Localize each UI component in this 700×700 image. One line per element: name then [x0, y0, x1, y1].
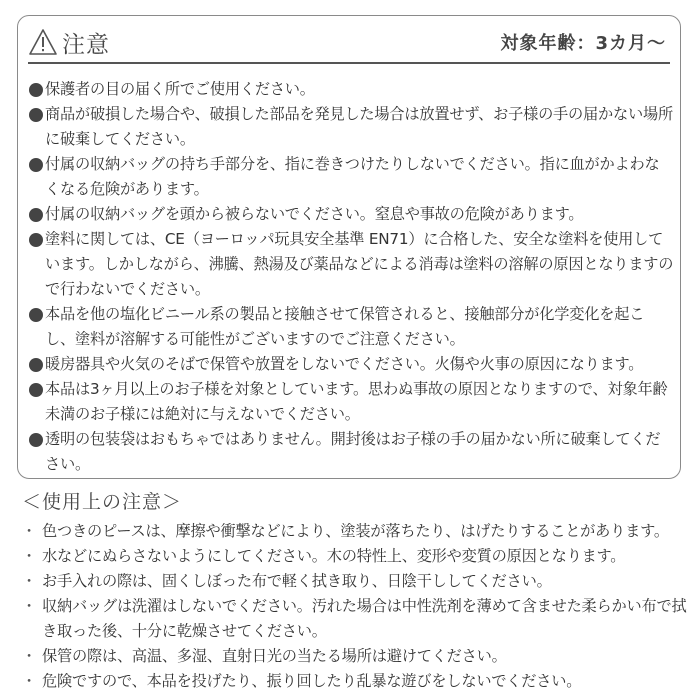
middle-dot-icon: ・	[21, 647, 37, 665]
target-age-label: 対象年齢：3カ月〜	[500, 33, 666, 54]
usage-list	[20, 519, 690, 694]
caution-title	[28, 24, 110, 60]
middle-dot-icon: ・	[21, 672, 37, 690]
caution-item: 保護者の目の届く所でご使用ください。	[29, 77, 674, 102]
middle-dot-icon: ・	[21, 522, 37, 540]
usage-section-title: ＜使用上の注意＞	[22, 491, 183, 513]
middle-dot-icon: ・	[21, 572, 37, 590]
bullet-dot-icon	[29, 208, 43, 222]
bullet-dot-icon	[29, 158, 43, 172]
bullet-dot-icon	[29, 108, 43, 122]
bullet-dot-icon	[29, 433, 43, 447]
usage-item: ・ お手入れの際は、固くしぼった布で軽く拭き取り、日陰干ししてください。	[20, 569, 690, 594]
bullet-dot-icon	[29, 83, 43, 97]
usage-item: ・ 危険ですので、本品を投げたり、振り回したり乱暴な遊びをしないでください。	[20, 669, 690, 694]
bullet-dot-icon	[29, 358, 43, 372]
bullet-dot-icon	[29, 383, 43, 397]
caution-item: 商品が破損した場合や、破損した部品を発見した場合は放置せず、お子様の手の届かない場所に破棄してください。	[29, 102, 674, 152]
usage-item: ・ 水などにぬらさないようにしてください。木の特性上、変形や変質の原因となります。	[20, 544, 690, 569]
caution-item: 付属の収納バッグの持ち手部分を、指に巻きつけたりしないでください。指に血がかよわなくなる危険があります。	[29, 152, 674, 202]
caution-item: 本品は3ヶ月以上のお子様を対象としています。思わぬ事故の原因となりますので、対象年齢未満のお子様には絶対に与えないでください。	[29, 377, 674, 427]
caution-item: 暖房器具や火気のそばで保管や放置をしないでください。火傷や火事の原因になります。	[29, 352, 674, 377]
usage-item: ・ 収納バッグは洗濯はしないでください。汚れた場合は中性洗剤を薄めて含ませた柔らかい布で拭き取った後、十分に乾燥させてください。	[20, 594, 690, 644]
bullet-dot-icon	[29, 308, 43, 322]
caution-item: 付属の収納バッグを頭から被らないでください。窒息や事故の危険があります。	[29, 202, 674, 227]
caution-title-text: 注意	[62, 31, 110, 58]
usage-item: ・ 保管の際は、高温、多湿、直射日光の当たる場所は避けてください。	[20, 644, 690, 669]
middle-dot-icon: ・	[21, 597, 37, 615]
caution-item: 塗料に関しては、CE（ヨーロッパ玩具安全基準 EN71）に合格した、安全な塗料を使用しています。しかしながら、沸騰、熱湯及び薬品などによる消毒は塗料の溶解の原因となりますので行わないでください。	[29, 227, 674, 302]
caution-box	[17, 15, 681, 479]
bullet-dot-icon	[29, 233, 43, 247]
middle-dot-icon: ・	[21, 547, 37, 565]
caution-item: 本品を他の塩化ビニール系の製品と接触させて保管されると、接触部分が化学変化を起こし、塗料が溶解する可能性がございますのでご注意ください。	[29, 302, 674, 352]
usage-item: ・ 色つきのピースは、摩擦や衝撃などにより、塗装が落ちたり、はげたりすることがあります。	[20, 519, 690, 544]
caution-header	[28, 24, 670, 64]
caution-item: 透明の包装袋はおもちゃではありません。開封後はお子様の手の届かない所に破棄してください。	[29, 427, 674, 477]
caution-list	[29, 77, 674, 477]
warning-triangle-icon	[28, 28, 58, 56]
